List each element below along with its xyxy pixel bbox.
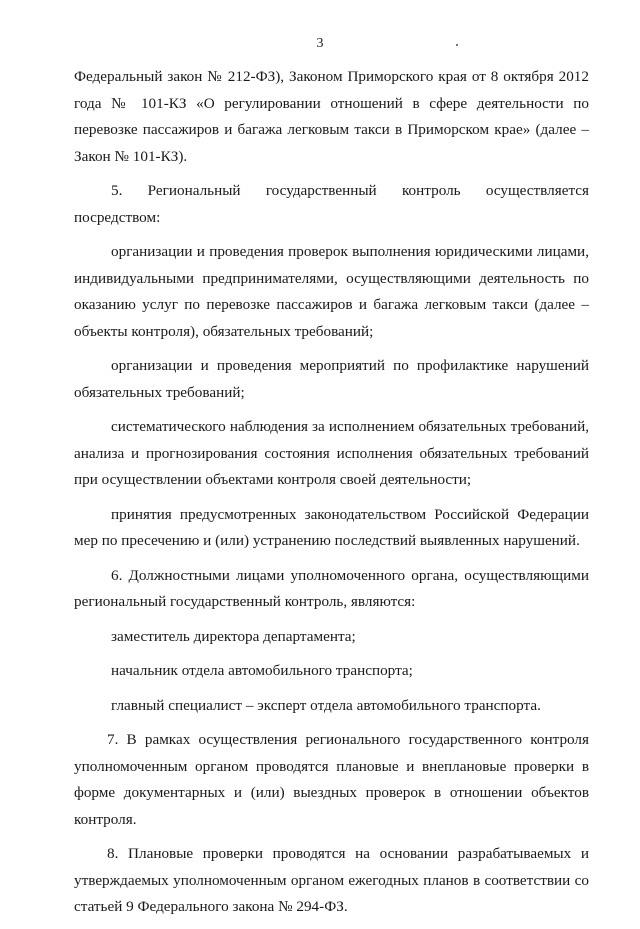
paragraph-item-5-measures: принятия предусмотренных законодательством Российской Федерации мер по пресечению и (или) устранению последствий выявленных нарушений. (74, 505, 589, 549)
paragraph-item-8: 8. Плановые проверки проводятся на основании разрабатываемых и утверждаемых уполномоченным органом ежегодных планов в соответствии со статьей 9 Федерального закона № 294-ФЗ. (74, 845, 589, 915)
scan-speck (456, 44, 458, 46)
paragraph-item-6: 6. Должностными лицами уполномоченного органа, осуществляющими региональный государственный контроль, являются: (74, 566, 589, 610)
page-number: 3 (316, 36, 324, 51)
paragraph-official-head: начальник отдела автомобильного транспорта; (111, 662, 413, 679)
paragraph-official-specialist: главный специалист – эксперт отдела автомобильного транспорта. (111, 696, 541, 714)
paragraph-continuation: Федеральный закон № 212-ФЗ), Законом Приморского края от 8 октября 2012 года № 101-КЗ «О регулировании отношений в сфере деятельности по перевозке пассажиров и багажа легковым такси в Приморском крае» (далее – Закон № 101-КЗ). (74, 68, 589, 165)
document-body (74, 64, 589, 929)
paragraph-item-5-prevention: организации и проведения мероприятий по профилактике нарушений обязательных требований; (74, 357, 589, 401)
paragraph-item-5-inspections: организации и проведения проверок выполнения юридическими лицами, индивидуальными предпринимателями, осуществляющими деятельность по оказанию услуг по перевозке пассажиров и багажа легковым такси (далее – объекты контроля), обязательных требований; (74, 243, 589, 340)
paragraph-item-7: 7. В рамках осуществления регионального государственного контроля уполномоченным органом проводятся плановые и внеплановые проверки в форме документарных и (или) выездных проверок в отношении объектов контроля. (74, 731, 589, 828)
paragraph-official-deputy: заместитель директора департамента; (111, 627, 356, 645)
paragraph-item-5: 5. Региональный государственный контроль осуществляется посредством: (74, 182, 589, 226)
paragraph-item-5-monitoring: систематического наблюдения за исполнением обязательных требований, анализа и прогнозирования состояния исполнения обязательных требований при осуществлении объектами контроля своей деятельности; (74, 418, 589, 488)
